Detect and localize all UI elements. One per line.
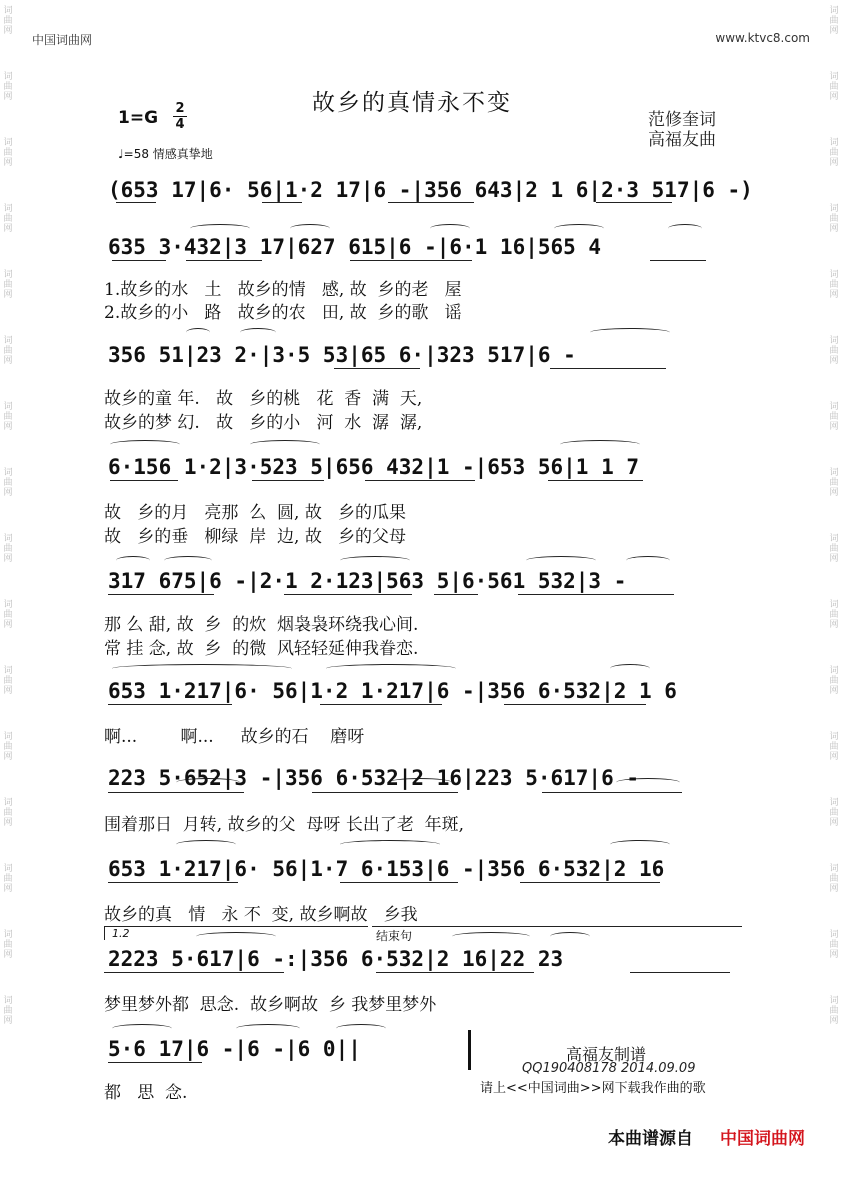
lyrics-verse-2: 故乡的梦 幻. 故 乡的小 河 水 潺 潺, [104, 413, 423, 433]
beam [104, 972, 284, 973]
slur [626, 556, 670, 565]
beam [388, 202, 474, 203]
slur [550, 932, 590, 941]
slur [186, 328, 210, 337]
slur [526, 556, 596, 565]
lyrics-verse-1: 故 乡的月 亮那 么 圆, 故 乡的瓜果 [104, 503, 407, 523]
key-signature: 1=G [118, 108, 159, 128]
slur [110, 440, 180, 449]
lyricist: 范修奎词 [648, 110, 716, 130]
song-title: 故乡的真情永不变 [312, 90, 512, 116]
slur [560, 440, 640, 449]
slur [610, 840, 670, 849]
volta-bracket [104, 926, 368, 927]
slur [236, 1024, 300, 1033]
site-url-header[interactable]: www.ktvc8.com [715, 31, 810, 45]
beam [340, 882, 458, 883]
lyrics-verse-1: 1.故乡的水 土 故乡的情 感, 故 乡的老 屋 [104, 280, 462, 300]
slur [240, 328, 276, 337]
beam [334, 368, 420, 369]
notes-line: 6·156 1·2|3·523 5|656 432|1 -|653 56|1 1 7 [108, 455, 640, 479]
composer: 高福友曲 [648, 130, 716, 150]
notes-line: 2223 5·617|6 -:|356 6·532|2 16|22 23 [108, 947, 564, 971]
slur [116, 556, 150, 565]
beam [504, 704, 646, 705]
beam [542, 792, 682, 793]
download-note: 请上<<中国词曲>>网下载我作曲的歌 [480, 1081, 706, 1096]
beam [262, 202, 302, 203]
final-barline [468, 1030, 471, 1070]
beam [350, 260, 472, 261]
beam [630, 972, 730, 973]
notes-line: 635 3·432|3 17|627 615|6 -|6·1 16|565 4 [108, 235, 602, 259]
source-site-link[interactable]: 中国词曲网 [720, 1129, 805, 1149]
notes-line: 317 675|6 -|2·1 2·123|563 5|6·561 532|3 - [108, 569, 627, 593]
score-row-8 [108, 854, 736, 884]
lyrics-verse-2: 常 挂 念, 故 乡 的微 风轻轻延伸我眷恋. [104, 639, 419, 659]
score-row-9 [108, 944, 736, 974]
volta-bracket-left [104, 926, 105, 940]
beam [376, 972, 534, 973]
slur [452, 932, 530, 941]
beam [108, 704, 232, 705]
beam [434, 594, 478, 595]
beam [108, 1062, 202, 1063]
slur [176, 840, 236, 849]
beam [550, 368, 666, 369]
score-row-4 [108, 452, 736, 482]
score-row-1 [108, 175, 753, 205]
notes-line: 653 1·217|6· 56|1·2 1·217|6 -|356 6·532|2 1 6 [108, 679, 677, 703]
beam [186, 260, 262, 261]
left-watermark-strip: 词 曲 网 词 曲 网 词 曲 网 词 曲 网 词 曲 网 词 曲 网 词 曲 网 词 曲 网 词 曲 网 词 曲 网 词 曲 网 词 曲 网 词 曲 网 词 曲 网 词 曲 网 词 曲 网 [3, 6, 13, 1026]
beam [108, 594, 214, 595]
slur [340, 556, 410, 565]
beam [110, 480, 178, 481]
score-row-5 [108, 566, 736, 596]
source-label: 本曲谱源自 [608, 1129, 693, 1149]
beam [312, 792, 458, 793]
beam [252, 480, 324, 481]
ending-label: 结束句 [376, 929, 413, 943]
beam [520, 882, 660, 883]
notes-line: (653 17|6· 56|1·2 17|6 -|356 643|2 1 6|2·3 517|6 -) [108, 178, 753, 202]
notes-line: 223 5·652|3 -|356 6·532|2 16|223 5·617|6 - [108, 766, 640, 790]
beam [116, 202, 156, 203]
notes-line: 356 51|23 2·|3·5 53|65 6·|323 517|6 - [108, 343, 576, 367]
score-maker: 高福友制谱 [566, 1045, 647, 1064]
slur [590, 328, 670, 337]
score-row-10 [108, 1034, 468, 1064]
meter-bottom: 4 [175, 117, 185, 132]
slur [112, 1024, 172, 1033]
score-row-6 [108, 676, 736, 706]
right-watermark-strip: 词 曲 网 词 曲 网 词 曲 网 词 曲 网 词 曲 网 词 曲 网 词 曲 网 词 曲 网 词 曲 网 词 曲 网 词 曲 网 词 曲 网 词 曲 网 词 曲 网 词 曲 网 词 曲 网 [829, 6, 839, 1026]
beam [650, 260, 706, 261]
site-name-header: 中国词曲网 [32, 33, 93, 47]
lyrics-verse-1: 围着那日 月转, 故乡的父 母呀 长出了老 年斑, [104, 815, 465, 835]
tempo-marking: ♩=58 情感真挚地 [118, 147, 213, 161]
beam [320, 704, 442, 705]
lyrics-verse-1: 啊... 啊... 故乡的石 磨呀 [104, 727, 365, 747]
beam [108, 792, 244, 793]
beam [596, 202, 672, 203]
lyrics-verse-1: 故乡的童 年. 故 乡的桃 花 香 满 天, [104, 389, 423, 409]
ending-bracket [372, 926, 742, 927]
lyrics-verse-1: 故乡的真 情 永 不 变, 故乡啊故 乡我 [104, 905, 418, 925]
slur [336, 1024, 386, 1033]
beam [365, 480, 475, 481]
maker-contact-date: QQ190408178 2014.09.09 [522, 1061, 696, 1076]
beam [548, 480, 643, 481]
slur [196, 932, 276, 941]
notes-line: 653 1·217|6· 56|1·7 6·153|6 -|356 6·532|2 16 [108, 857, 665, 881]
lyrics-verse-1: 那 么 甜, 故 乡 的炊 烟袅袅环绕我心间. [104, 615, 419, 635]
volta-number: 1.2 [112, 927, 130, 940]
slur [250, 440, 320, 449]
score-row-2 [108, 232, 736, 262]
slur [164, 556, 212, 565]
beam [112, 260, 166, 261]
beam [518, 594, 674, 595]
lyrics-verse-1: 都 思 念. [104, 1083, 188, 1103]
lyrics-verse-2: 故 乡的垂 柳绿 岸 边, 故 乡的父母 [104, 527, 407, 547]
slur [326, 664, 456, 673]
lyrics-verse-2: 2.故乡的小 路 故乡的农 田, 故 乡的歌 谣 [104, 303, 462, 323]
beam [108, 882, 238, 883]
slur [112, 664, 292, 673]
score-row-3 [108, 340, 736, 370]
beam [284, 594, 412, 595]
score-row-7 [108, 763, 736, 793]
notes-line: 5·6 17|6 -|6 -|6 0|| [108, 1037, 361, 1061]
lyrics-verse-1: 梦里梦外都 思念. 故乡啊故 乡 我梦里梦外 [104, 995, 437, 1015]
slur [340, 840, 440, 849]
meter-top: 2 [175, 101, 185, 116]
slur [610, 664, 650, 673]
